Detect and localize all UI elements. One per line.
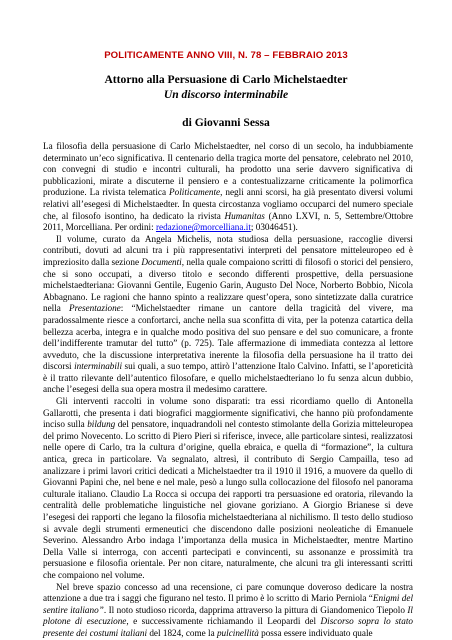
- italic-run: Politicamente: [169, 187, 221, 198]
- article-title-block: [0, 72, 452, 102]
- text-run: Nel breve spazio concesso ad una recensione, ci pare comunque doveroso dedicare la nostra attenzione a due tra i saggi che figurano nel testo. Il primo è lo scritto di Mario Perniola “: [43, 581, 413, 604]
- italic-run: Documenti: [141, 256, 182, 267]
- text-run: , negli anni scorsi, ha già presentato diversi volumi relativi all’esegesi di Michelstaedter. In questa circostanza vogliamo occuparci del numero speciale che, al filosofo isontino, ha dedicato la rivista: [43, 187, 414, 221]
- paragraph-2: [43, 234, 413, 396]
- paragraph-4: [43, 582, 413, 640]
- article-body: [43, 141, 413, 640]
- italic-run: Humanitas: [224, 210, 265, 221]
- paragraph-1: [43, 141, 413, 234]
- journal-header: POLITICAMENTE ANNO VIII, N. 78 – FEBBRAIO 2013: [104, 50, 348, 61]
- text-run: . Il noto studioso ricorda, dapprima attraverso la pittura di Giandomenico Tiepolo: [103, 604, 408, 615]
- text-run: La filosofia della persuasione di Carlo Michelstaedter, nel corso di un secolo, ha indubbiamente determinato un’eco significativa. Il centenario della tragica morte del pensatore, celebrato nel 2010, con convegni di studio e incontri culturali, ha prodotto una serie davvero significativa di pubblicazioni, mirate a discuterne il pensiero e a contestualizzarne criticamente la polimorfica produzione. La rivista telematica: [43, 141, 413, 198]
- italic-run: bildung: [87, 419, 116, 430]
- article-byline: di Giovanni Sessa: [182, 116, 270, 129]
- italic-run: Il plotone di esecuzione: [43, 604, 413, 627]
- italic-run: Enigmi del sentire italiano”: [43, 593, 413, 615]
- text-run: , nella quale compaiono scritti di filosofi o storici del pensiero, che si sono occupati, a diverso titolo e secondo differenti prospettive, della persuasione michelstaedteriana: Giovanni Gentile, Eugenio Garin, Augusto Del Noce, Norberto Bobbio, Nicola Abbagnano. Le ragioni che hanno spinto a realizzare quest’opera, sono sintetizzate dalla curatrice nella: [43, 256, 413, 314]
- text-run: , e successivamente richiamando il Leopardi del: [126, 616, 321, 627]
- text-run: del pensatore, inquadrandoli nel contesto stimolante della Gorizia mitteleuropea del primo Novecento. Lo scritto di Piero Pieri si riferisce, invece, alle particolare sintesi, realizzatosi nelle opere di Carlo, tra la cultura d’origine, quella ebraica, e quella di “formazione”, la cultura antica, greca in particolare. Va segnalato, altresì, il contributo di Sergio Campailla, teso ad analizzare i primi lavori critici dedicati a Michelstaedter tra il 1910 il 1916, a muovere da quello di Giovanni Papini che, nel bene e nel male, pesò a lungo sulla collocazione del filosofo nel panorama culturale italiano. Claudio La Rocca si occupa dei rapporti tra persuasione ed oratoria, rilevando la centralità delle problematiche linguistiche nel giovane goriziano. A Giorgio Brianese si deve l’esegesi dei rapporti che legano la filosofia michelstaedteriana al nichilismo. Il testo dello studioso si avvale degli strumenti ermeneutici che discendono dalle posizioni neoleatiche di Emanuele Severino. Alessandro Arbo indaga l’importanza della musica in Michelstaedter, mentre Martino Della Valle si interroga, con accenti partecipati e convincenti, su assonanze e prossimità tra persuasione e filosofia orientale. Per non citare, naturalmente, che alcuni tra gli interessanti scritti che compaiono nel volume.: [43, 419, 413, 580]
- article-title: Attorno alla Persuasione di Carlo Michelstaedter: [104, 73, 348, 86]
- italic-run: pulcinellità: [216, 627, 259, 638]
- text-run: sui quali, a suo tempo, attirò l’attenzione Italo Calvino. Infatti, se l’aporeticità è il tratto rilevante dell’autentico filosofare, e quello michelstaedteriano lo fu senza alcun dubbio, anche l’esegesi della sua opera mostra il medesimo carattere.: [43, 361, 413, 395]
- text-run: possa essere individuato quale: [258, 627, 373, 638]
- text-run: ; 03046451).: [250, 222, 298, 233]
- text-run: Il volume, curato da Angela Michelis, nota studiosa della persuasione, raccoglie diversi contributi, dovuti ad alcuni tra i più rappresentativi interpreti del pensatore mitteleuropeo ed è impreziosito dalla sezione: [43, 233, 413, 267]
- text-run: (Anno LXVI, n. 5, Settembre/Ottobre 2011, Morcelliana. Per ordini:: [43, 210, 413, 233]
- email-link[interactable]: redazione@morcelliana.it: [155, 222, 251, 233]
- article-subtitle: Un discorso interminabile: [163, 88, 289, 101]
- italic-run: interminabili: [74, 361, 123, 372]
- paragraph-3: [43, 396, 413, 582]
- italic-run: Presentazione: [69, 303, 121, 314]
- text-run: : “Michelstaedter rimane un cantore della tragicità del vivere, ma paradossalmente riesce a confortarci, anche nella sua sconfitta di vita, per la potenza catartica della bellezza acerba, integra e in qualche modo positiva del suo pensare e del suo comunicare, a fronte dell’indifferente tramutar del tutto” (p. 725). Tale affermazione di immediata contezza al lettore avveduto, che la discussione interpretativa inerente la filosofia della persuasione ha il tratto dei discorsi: [43, 303, 413, 372]
- text-run: Gli interventi raccolti in volume sono disparati: tra essi ricordiamo quello di Antonella Gallarotti, che presenta i dati biografici maggiormente significativi, che hanno più profondamente inciso sulla: [43, 396, 413, 430]
- text-run: del 1824, come la: [147, 627, 217, 638]
- italic-run: Discorso sopra lo stato presente dei costumi italiani: [43, 616, 413, 638]
